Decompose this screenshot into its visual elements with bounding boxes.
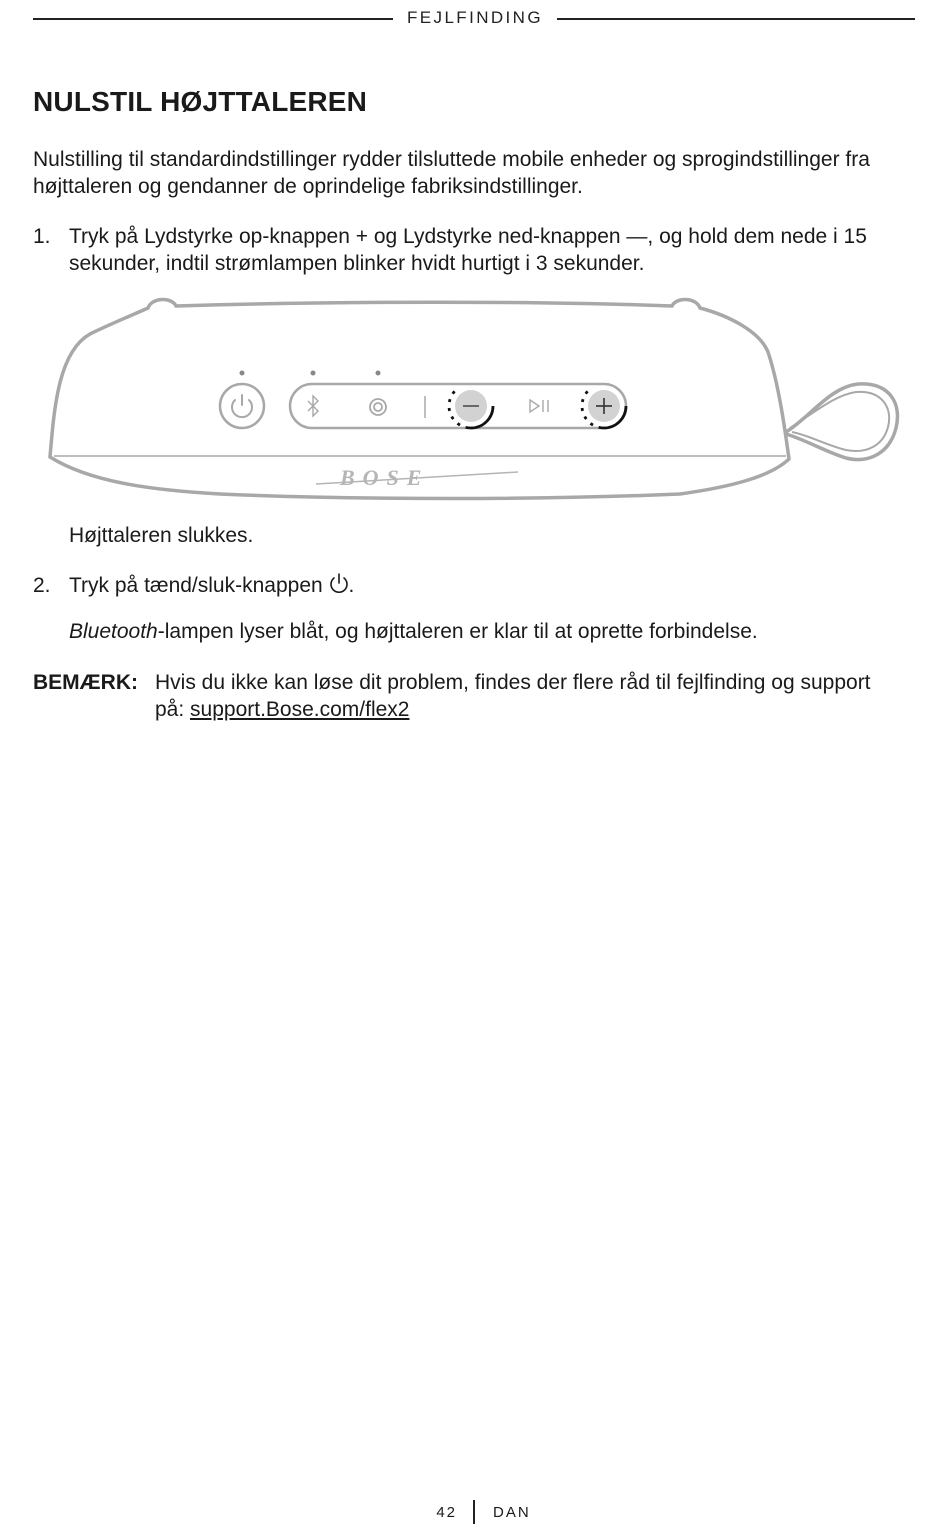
source-icon [370, 399, 386, 415]
led-indicator [376, 371, 381, 376]
speaker-off-text: Højttaleren slukkes. [69, 524, 254, 547]
speaker-illustration [40, 292, 910, 507]
step-text: Tryk på tænd/sluk-knappen . [69, 574, 355, 597]
led-indicator [240, 371, 245, 376]
play-pause-icon [530, 400, 548, 412]
step-number: 1. [33, 225, 51, 248]
step-number: 2. [33, 574, 51, 597]
section-label: FEJLFINDING [407, 8, 543, 27]
led-indicator [311, 371, 316, 376]
power-icon [329, 572, 349, 594]
note-text: Hvis du ikke kan løse dit problem, findes der flere råd til fejlfinding og support på: support.Bose.com/flex2 [155, 671, 871, 721]
bluetooth-icon [308, 396, 318, 416]
intro-paragraph: Nulstilling til standardindstillinger rydder tilsluttede mobile enheder og sprogindstillinger fra højttaleren og gendanner de oprindelige fabriksindstillinger. [33, 148, 870, 198]
volume-down-icon [449, 384, 493, 428]
step-text: Tryk på Lydstyrke op-knappen + og Lydstyrke ned-knappen —, og hold dem nede i 15 sekunder, indtil strømlampen blinker hvidt hurtigt i 3 sekunder. [69, 225, 867, 275]
note-label: BEMÆRK: [33, 671, 138, 694]
svg-text:BOSE: BOSE [340, 465, 430, 490]
page-title: NULSTIL HØJTTALEREN [33, 86, 368, 117]
language-code: DAN [493, 1504, 531, 1521]
page-number: 42 [436, 1504, 457, 1521]
footer-divider [473, 1500, 475, 1524]
bluetooth-status-text: Bluetooth-lampen lyser blåt, og højttaleren er klar til at oprette forbindelse. [69, 620, 758, 643]
footer [0, 1500, 950, 1528]
support-link[interactable]: support.Bose.com/flex2 [190, 698, 410, 721]
power-icon [220, 384, 264, 428]
bose-logo [316, 465, 518, 490]
